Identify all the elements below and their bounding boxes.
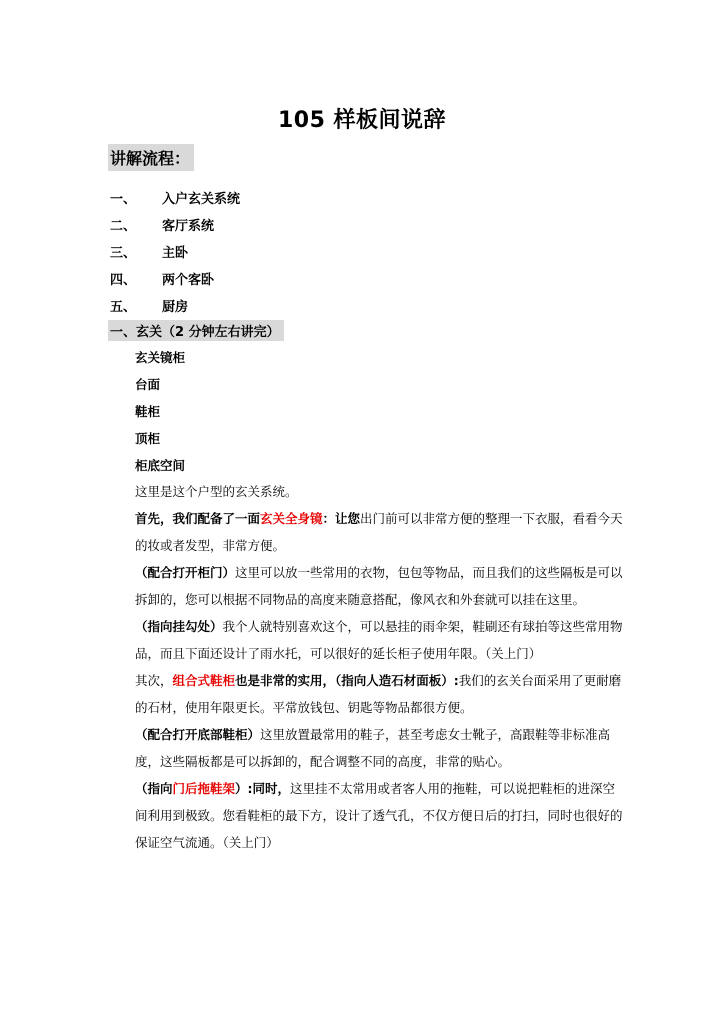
body-text: 这里放置最常用的鞋子，甚至考虑女士靴子，高跟鞋等非标准高度，这些隔板都是可以拆卸的，配合调整不同的高度，非常的贴心。 [135,727,611,769]
stage-direction: （配合打开底部鞋柜） [135,727,261,742]
body-text: 出门前可以非常方便的整理一下衣服，看看今天的妆或者发型，非常方便。 [135,511,623,553]
flow-item-label: 客厅系统 [162,219,215,234]
lead-text: ）:同时， [235,781,291,796]
lead-text: 首先，我们配备了一面 [135,511,261,526]
body-text: 这里挂不太常用或者客人用的拖鞋，可以说把鞋柜的进深空间利用到极致。您看鞋柜的最下方，设计了透气孔，不仅方便日后的打扫，同时也很好的保证空气流通。（关上门） [135,781,623,850]
paragraph-intro: 这里是这个户型的玄关系统。 [135,484,298,499]
body-text: 我们的玄关台面采用了更耐磨的石材，使用年限更长。平常放钱包、钥匙等物品都很方便。 [135,673,622,715]
flow-item-label: 主卧 [162,246,189,261]
foyer-item: 柜底空间 [135,457,186,473]
flow-item-number: 五、 [110,300,137,315]
stage-direction: （指向 [135,781,173,796]
highlight-shoe-cabinet: 组合式鞋柜 [172,673,236,688]
paragraph-shoe-cabinet [135,667,625,721]
flow-item-number: 三、 [110,246,137,261]
flow-item-number: 二、 [110,219,137,234]
flow-item-label: 入户玄关系统 [162,192,241,207]
stage-direction: （指向挂勾处） [135,619,223,634]
highlight-slipper-rack: 门后拖鞋架 [172,781,236,796]
body-text: 这里可以放一些常用的衣物，包包等物品，而且我们的这些隔板是可以拆卸的，您可以根据不同物品的高度来随意搭配，像风衣和外套就可以挂在这里。 [135,565,623,607]
stage-direction: （配合打开柜门） [135,565,236,580]
flow-item-number: 一、 [110,192,137,207]
flow-heading: 讲解流程： [108,144,194,171]
flow-item-label: 两个客卧 [162,273,215,288]
body-text: 其次， [135,673,173,688]
flow-list-item [110,211,240,238]
lead-text: 也是非常的实用，（指向人造石材面板）: [235,673,459,688]
foyer-items-list [135,343,185,478]
flow-list-item [110,265,240,292]
foyer-item: 鞋柜 [135,403,161,419]
paragraph-mirror [135,505,625,559]
document-title: 105 样板间说辞 [277,108,447,133]
foyer-item: 顶柜 [135,430,161,446]
flow-list-item [110,184,240,211]
flow-list [110,184,240,319]
foyer-script-body [135,478,625,856]
foyer-heading: 一、玄关（2 分钟左右讲完） [108,320,284,341]
flow-item-label: 厨房 [162,300,189,315]
foyer-item: 台面 [135,376,161,392]
highlight-mirror: 玄关全身镜 [260,511,323,526]
lead-text: ：让您 [322,511,361,526]
flow-list-item [110,238,240,265]
body-text: 我个人就特别喜欢这个，可以悬挂的雨伞架，鞋刷还有球拍等这些常用物品，而且下面还设计了雨水托，可以很好的延长柜子使用年限。（关上门） [135,619,623,661]
paragraph-hooks [135,613,625,667]
paragraph-bottom-cabinet [135,721,625,775]
paragraph-cabinet [135,559,625,613]
paragraph-slipper-rack [135,775,625,856]
flow-item-number: 四、 [110,273,137,288]
flow-list-item [110,292,240,319]
foyer-item: 玄关镜柜 [135,349,186,365]
